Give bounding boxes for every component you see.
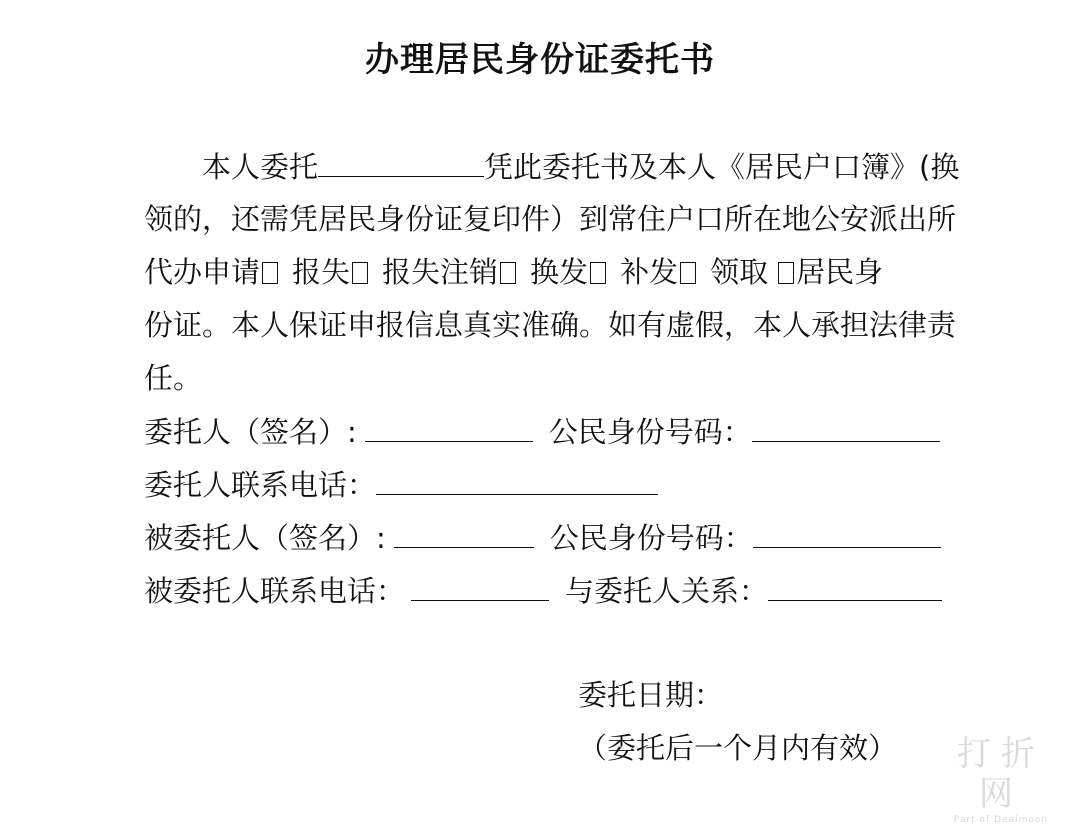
delegate-name-blank[interactable] [318, 146, 484, 177]
watermark [936, 734, 1066, 826]
paragraph-line-4 [144, 305, 956, 345]
paragraph-text-3-end: 居民身 [796, 255, 884, 289]
relation-label: 与委托人关系： [565, 574, 769, 608]
option-reissue-label: 补发 [620, 255, 679, 289]
renew-checkbox[interactable] [590, 262, 606, 284]
agent-sign-blank[interactable] [394, 517, 534, 548]
paragraph-text-2: 领的，还需凭居民身份证复印件）到常住户口所在地公安派出所 [144, 202, 957, 236]
agent-row [144, 517, 941, 557]
agent-phone-blank[interactable] [411, 570, 549, 601]
date-label: 委托日期： [578, 678, 724, 712]
option-collect-label: 领取 [710, 255, 769, 289]
principal-phone-label: 委托人联系电话： [144, 468, 377, 502]
option-renew-label: 换发 [530, 255, 589, 289]
watermark-logo: 打折网 [957, 734, 1045, 814]
principal-phone-blank[interactable] [376, 464, 658, 495]
agent-phone-row [144, 570, 942, 610]
principal-sign-blank[interactable] [365, 411, 533, 442]
principal-row [144, 411, 940, 451]
report-loss-checkbox[interactable] [352, 262, 368, 284]
document-title: 办理居民身份证委托书 [365, 40, 715, 80]
entrust-text: 本人委托 [202, 150, 319, 184]
principal-phone-row [144, 464, 658, 504]
paragraph-text-4: 份证。本人保证申报信息真实准确。如有虚假，本人承担法律责 [144, 308, 957, 342]
watermark-subtext: Part of Dealmoon [953, 815, 1049, 825]
agent-id-label: 公民身份号码： [549, 521, 753, 555]
validity-row [578, 728, 897, 768]
principal-id-blank[interactable] [752, 411, 940, 442]
paragraph-text-5: 任。 [144, 361, 203, 395]
agent-sign-label: 被委托人（签名）: [144, 521, 386, 555]
entrust-text-2: 凭此委托书及本人《居民户口簿》( [484, 150, 931, 184]
option-cancel-loss-label: 报失注销 [382, 255, 499, 289]
option-apply-label: 代办申请 [144, 255, 261, 289]
paragraph-line-3 [144, 252, 883, 292]
agent-id-blank[interactable] [753, 517, 941, 548]
collect-checkbox[interactable] [778, 262, 794, 284]
paragraph-line-1 [144, 146, 959, 186]
reissue-checkbox[interactable] [680, 262, 696, 284]
entrust-text-3: 换 [930, 150, 960, 184]
agent-phone-label: 被委托人联系电话： [144, 574, 406, 608]
validity-note: （委托后一个月内有效） [578, 731, 898, 765]
date-row [578, 675, 723, 715]
paragraph-line-2 [144, 199, 956, 239]
cancel-loss-checkbox[interactable] [500, 262, 516, 284]
option-report-loss-label: 报失 [292, 255, 351, 289]
paragraph-line-5 [144, 358, 202, 398]
principal-sign-label: 委托人（签名）: [144, 415, 357, 449]
relation-blank[interactable] [768, 570, 942, 601]
principal-id-label: 公民身份号码： [548, 415, 752, 449]
apply-checkbox[interactable] [262, 262, 278, 284]
